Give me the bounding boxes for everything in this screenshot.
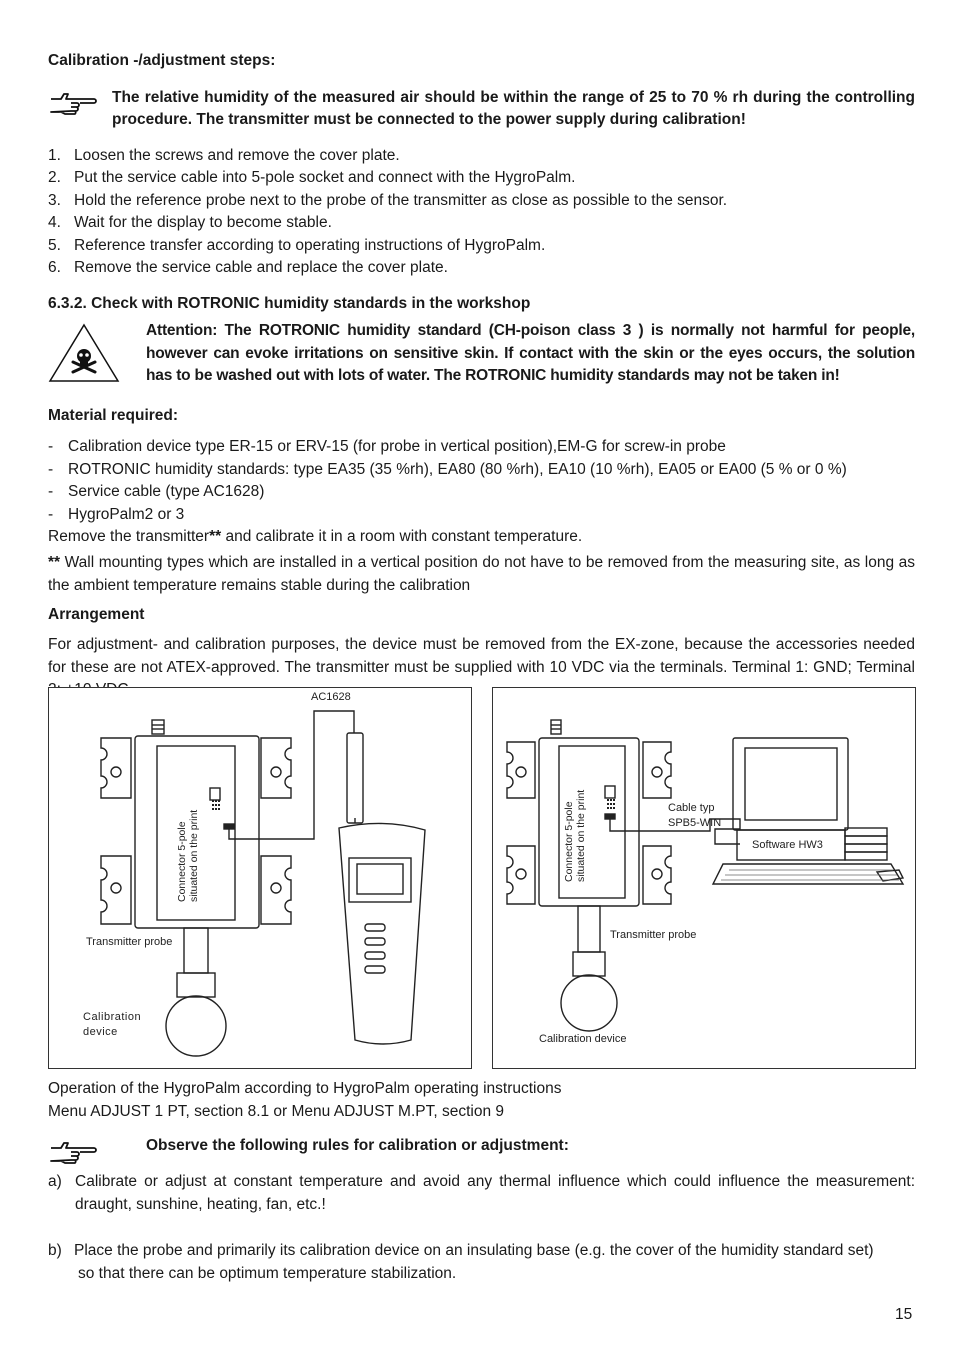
cable-label: Cable typ SPB5-WIN: [668, 802, 722, 829]
cable-label: AC1628: [311, 691, 351, 703]
arrangement-heading: Arrangement: [48, 606, 145, 623]
steps-list: [48, 145, 727, 279]
material-heading: Material required:: [48, 407, 179, 424]
rules-heading: Observe the following rules for calibration or adjustment:: [146, 1137, 569, 1154]
list-item: - Calibration device type ER-15 or ERV-15 (for probe in vertical position),EM-G for screw-in probe: [48, 438, 726, 455]
connector-label: Connector 5-pole situated on the print: [563, 789, 587, 882]
list-item: - Service cable (type AC1628): [48, 483, 265, 501]
transmitter-probe-label: Transmitter probe: [86, 936, 173, 948]
page-number: 15: [895, 1306, 913, 1323]
rule-b: b) Place the probe and primarily its calibration device on an insulating base (e.g. the cover of the humidity standard set) so that there can be optimum temperature stabilization.: [48, 1242, 874, 1282]
arrangement-text: For adjustment- and calibration purposes, the device must be removed from the EX-zone, because the accessories needed for these are not ATEX-approved. The transmitter must be supplied with 10 VDC via the terminals. Terminal 1: GND; Terminal: [48, 636, 915, 676]
materials-list: [48, 436, 847, 549]
note-humidity-range: The relative humidity of the measured air should be within the range of 25 to 70 % rh during the controlling procedure. The transmitter must be connected to the power supply during calibration!: [112, 89, 915, 128]
figure-software-setup: [492, 687, 916, 1069]
operation-text: Operation of the HygroPalm according to HygroPalm operating instructions Menu ADJUST 1 PT, section 8.1 or Menu ADJUST M.PT, section 9: [48, 1080, 562, 1120]
list-item: 1. Loosen the screws and remove the cover plate.: [48, 147, 400, 164]
transmitter-probe-label: Transmitter probe: [610, 929, 697, 941]
list-item: 3. Hold the reference probe next to the probe of the transmitter as close as possible to the sensor.: [48, 191, 728, 209]
list-item: - HygroPalm2 or 3: [48, 505, 185, 523]
pointing-hand-icon: [48, 90, 100, 116]
list-item: 5. Reference transfer according to operating instructions of HygroPalm.: [48, 236, 546, 254]
calibration-device-label: Calibration device: [539, 1033, 627, 1045]
calibration-heading: Calibration -/adjustment steps:: [48, 52, 276, 69]
list-item: - ROTRONIC humidity standards: type EA35 (35 %rh), EA80 (80 %rh), EA10 (10 %rh), EA05 or EA00 (5 % or 0 %): [48, 460, 847, 478]
remove-transmitter-line: Remove the transmitter** and calibrate it in a room with constant temperature.: [48, 528, 583, 546]
section-heading: 6.3.2. Check with ROTRONIC humidity standards in the workshop: [48, 295, 531, 312]
software-label: Software HW3: [752, 839, 823, 851]
pointing-hand-icon: [48, 1139, 100, 1165]
connector-label: Connector 5-pole situated on the print: [176, 809, 200, 902]
figure-hygropalm-setup: [48, 687, 472, 1069]
list-item: 6. Remove the service cable and replace the cover plate.: [48, 259, 448, 277]
toxic-warning-icon: [48, 322, 120, 384]
wall-mounting-note: ** Wall mounting types which are installed in a vertical position do not have to be removed from the measuring site, as long as the ambient temperature remains stable during the calibration: [48, 554, 915, 594]
attention-note: Attention: The ROTRONIC humidity standard (CH-poison class 3 ) is normally not harmful for people, however can evoke irritations on sensitive skin. If contact with the skin or the eyes occurs, the solution has to be washed out with lots of water. The ROTRONIC humidity standards may not be taken in!: [146, 322, 915, 384]
figure-software-drawing: [493, 688, 915, 1068]
rule-a: a) Calibrate or adjust at constant temperature and avoid any thermal influence which could influence the measurement: draught, sunshine, heating, fan, etc.!: [48, 1173, 915, 1213]
calibration-device-label: Calibration device: [83, 1011, 142, 1038]
list-item: 4. Wait for the display to become stable.: [48, 214, 332, 232]
list-item: 2. Put the service cable into 5-pole socket and connect with the HygroPalm.: [48, 169, 576, 187]
